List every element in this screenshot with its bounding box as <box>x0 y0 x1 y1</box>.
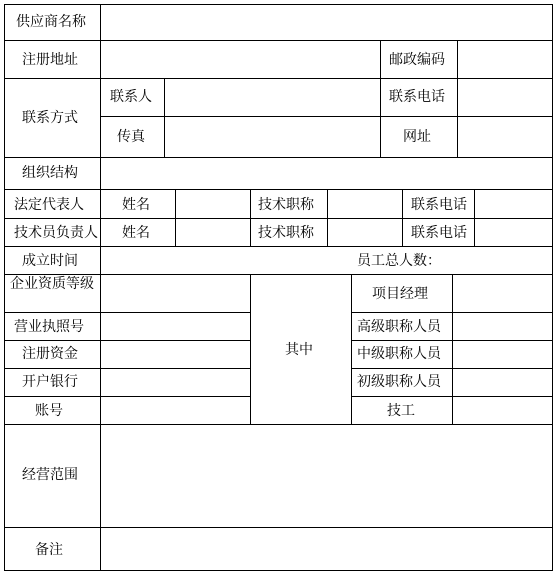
fax-label: 传真 <box>117 129 145 145</box>
tech-lead-title-label: 技术职称 <box>258 225 314 241</box>
among-label: 其中 <box>285 342 313 358</box>
business-scope-label: 经营范围 <box>22 467 78 483</box>
contact-phone-label: 联系电话 <box>389 89 445 105</box>
legal-rep-phone-label: 联系电话 <box>411 197 467 213</box>
org-structure-label: 组织结构 <box>22 165 78 181</box>
remarks-label: 备注 <box>35 542 63 558</box>
business-license-label: 营业执照号 <box>14 319 84 335</box>
contact-method-label: 联系方式 <box>22 110 78 126</box>
postal-code-label: 邮政编码 <box>389 52 445 68</box>
registered-capital-label: 注册资金 <box>22 346 78 362</box>
established-label: 成立时间 <box>22 253 78 269</box>
qualification-label: 企业资质等级 <box>10 276 94 292</box>
supplier-name-label: 供应商名称 <box>16 14 86 30</box>
account-label: 账号 <box>35 403 63 419</box>
contact-person-label: 联系人 <box>110 89 152 105</box>
tech-lead-phone-label: 联系电话 <box>411 225 467 241</box>
website-label: 网址 <box>403 129 431 145</box>
mid-title-label: 中级职称人员 <box>357 346 441 362</box>
senior-title-label: 高级职称人员 <box>357 319 441 335</box>
legal-rep-name-label: 姓名 <box>122 197 150 213</box>
legal-rep-label: 法定代表人 <box>14 197 84 213</box>
tech-lead-label: 技术员负责人 <box>14 225 98 241</box>
bank-label: 开户银行 <box>22 374 78 390</box>
total-staff-label: 员工总人数： <box>357 253 441 269</box>
project-manager-label: 项目经理 <box>372 286 428 302</box>
legal-rep-title-label: 技术职称 <box>258 197 314 213</box>
technician-label: 技工 <box>387 403 415 419</box>
junior-title-label: 初级职称人员 <box>357 374 441 390</box>
tech-lead-name-label: 姓名 <box>122 225 150 241</box>
reg-address-label: 注册地址 <box>22 52 78 68</box>
